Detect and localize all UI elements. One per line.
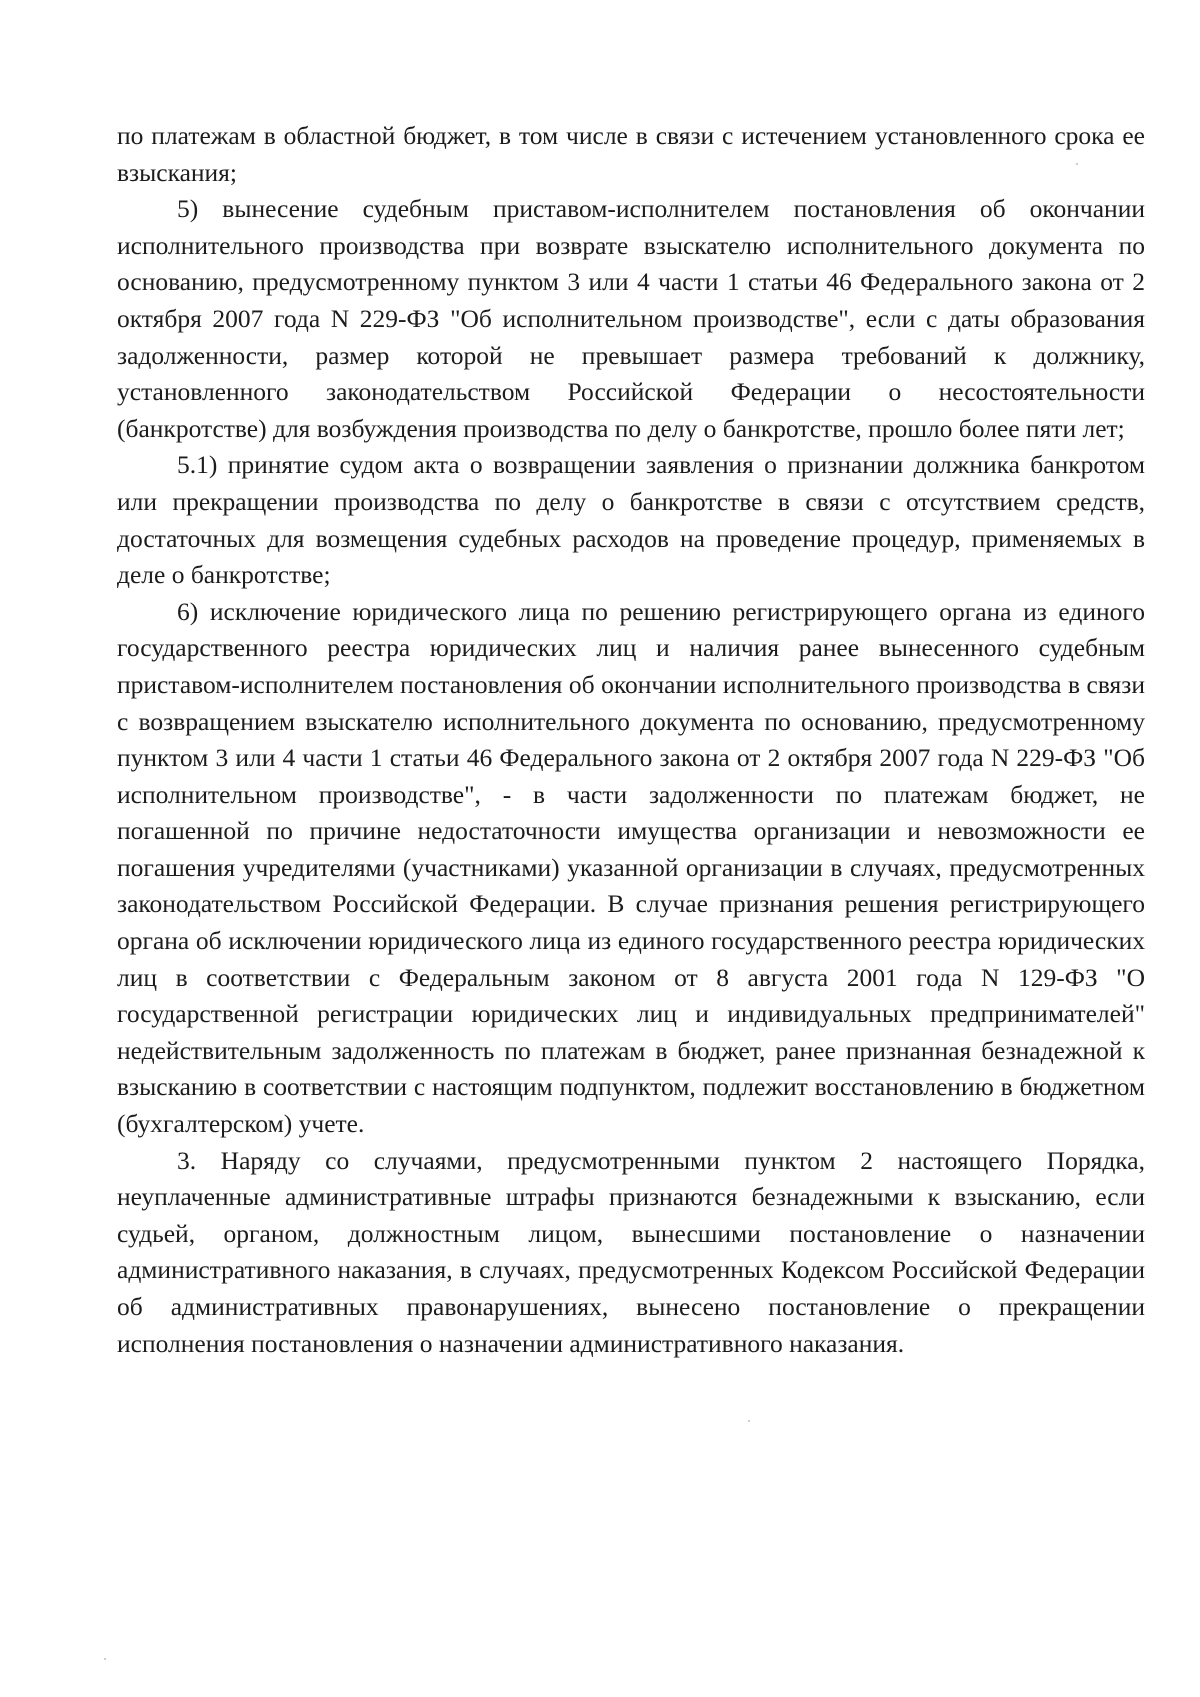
paragraph-item-5-1: 5.1) принятие судом акта о возвращении заявления о признании должника банкротом или прекращении производства по делу о банкротстве в связи с отсутствием средств, достаточных для возмещения судебных расходов на проведение процедур, применяемых в деле о банкротстве; [117, 450, 1145, 590]
paragraph-continuation: по платежам в областной бюджет, в том числе в связи с истечением установленного срока ее взыскания; [117, 121, 1145, 187]
document-body [117, 118, 1145, 1362]
paragraph-clause-3: 3. Наряду со случаями, предусмотренными пунктом 2 настоящего Порядка, неуплаченные административные штрафы признаются безнадежными к взысканию, если судьей, органом, должностным лицом, вынесшими постановление о назначении административного наказания, в случаях, предусмотренных Кодексом Российской Федерации об административных правонарушениях, вынесено постановление о прекращении исполнения постановления о назначении административного наказания. [117, 1145, 1145, 1358]
scan-speck [748, 1420, 750, 1422]
scan-speck [104, 1658, 106, 1660]
paragraph-item-5: 5) вынесение судебным приставом-исполнителем постановления об окончании исполнительного производства при возврате взыскателю исполнительного документа по основанию, предусмотренному пунктом 3 или 4 части 1 статьи 46 Федерального закона от 2 октября 2007 года N 229-ФЗ "Об исполнительном производстве", если с даты образования задолженности, размер которой не превышает размера требований к должнику, установленного законодательством Российской Федерации о несостоятельности (банкротстве) для возбуждения производства по делу о банкротстве, прошло более пяти лет; [117, 194, 1145, 443]
scan-speck [1076, 163, 1078, 165]
paragraph-item-6: 6) исключение юридического лица по решению регистрирующего органа из единого государственного реестра юридических лиц и наличия ранее вынесенного судебным приставом-исполнителем постановления об окончании исполнительного производства в связи с возвращением взыскателю исполнительного документа по основанию, предусмотренному пунктом 3 или 4 части 1 статьи 46 Федерального закона от 2 октября 2007 года N 229-ФЗ "Об исполнительном производстве", - в части задолженности по платежам бюджет, не погашенной по причине недостаточности имущества организации и невозможности ее погашения учредителями (участниками) указанной организации в случаях, предусмотренных законодательством Российской Федерации. В случае признания решения регистрирующего органа об исключении юридического лица из единого государственного реестра юридических лиц в соответствии с Федеральным законом от 8 августа 2001 года N 129-ФЗ "О государственной регистрации юридических лиц и индивидуальных предпринимателей" недействительным задолженность по платежам в бюджет, ранее признанная безнадежной к взысканию в соответствии с настоящим подпунктом, подлежит восстановлению в бюджетном (бухгалтерском) учете. [117, 596, 1145, 1139]
